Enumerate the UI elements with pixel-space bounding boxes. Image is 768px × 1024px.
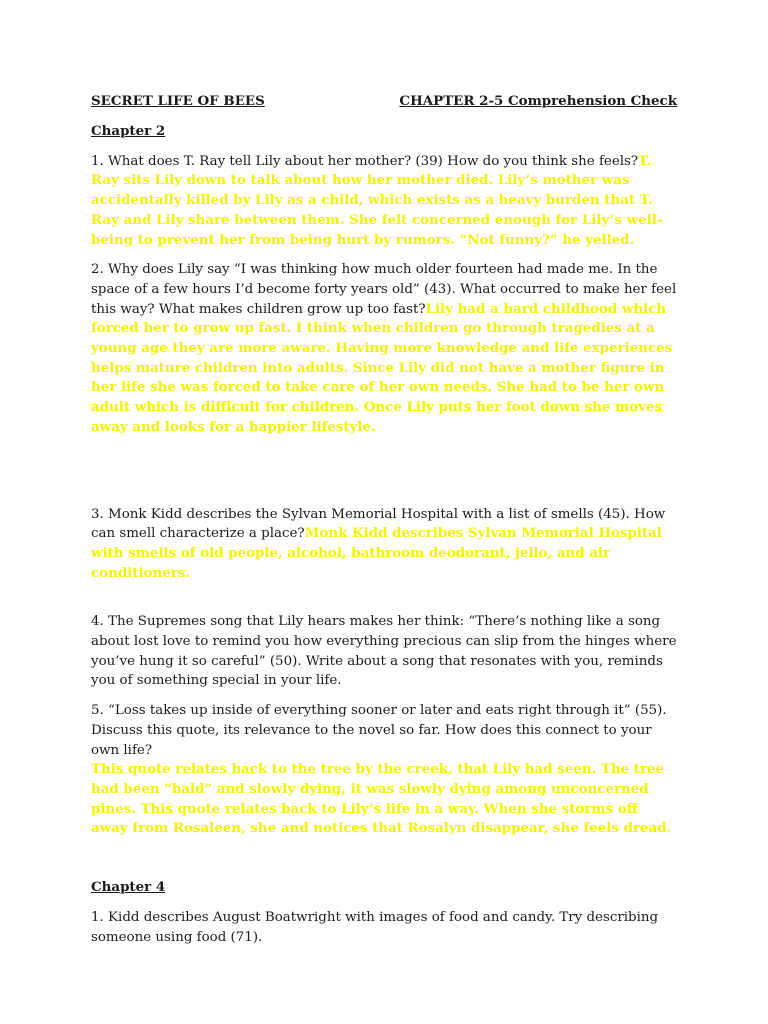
document-page: [91, 92, 677, 947]
question-text: 1. Kidd describes August Boatwright with images of food and candy. Try describing someone using food (71).: [91, 909, 659, 945]
chapter-2-question-4: [91, 612, 677, 691]
question-text: 2. Why does Lily say “I was thinking how much older fourteen had made me. In the space of a few hours I’d become forty years old” (43). What occurred to make her feel this way? What makes children grow up too fast?: [91, 262, 677, 317]
question-text: 3. Monk Kidd describes the Sylvan Memorial Hospital with a list of smells (45). How can smell characterize a place?: [91, 506, 666, 542]
answer-text: This quote relates back to the tree by the creek, that Lily had seen. The tree had been “bald” and slowly dying, it was slowly dying among unconcerned pines. This quote relates back to Lily’s life in a way. When she storms off away from Rosaleen, she and notices that Rosalyn disappear, she feels dread.: [91, 761, 672, 837]
chapter-2-question-2: [91, 260, 677, 437]
chapter-2-heading: Chapter 2: [91, 123, 166, 139]
chapter-4-heading: Chapter 4: [91, 879, 166, 896]
book-title: SECRET LIFE OF BEES: [91, 93, 265, 109]
chapter-4-question-1: [91, 908, 677, 947]
question-text: 4. The Supremes song that Lily hears makes her think: “There’s nothing like a song about lost love to remind you how everything precious can slip from the hinges where you’ve hung it so careful” (50). Write about a song that resonates with you, reminds you of something special in your life.: [91, 614, 677, 689]
chapter-2-question-3: [91, 505, 677, 584]
chapter-2-question-1: [91, 152, 677, 251]
document-header: [91, 92, 677, 114]
answer-text: Lily had a hard childhood which forced her to grow up fast. I think when children go through tragedies at a young age they are more aware. Having more knowledge and life experiences helps mature children into adults. Since Lily did not have a mother figure in her life she was forced to take care of her own needs. She had to be her own adult which is difficult for children. Once Lily puts her foot down she moves away and looks for a happier lifestyle.: [91, 300, 673, 435]
chapter-2-question-5: [91, 701, 677, 839]
question-text: 5. “Loss takes up inside of everything sooner or later and eats right through it” (55). Discuss this quote, its relevance to the novel so far. How does this connect to your own life?: [91, 703, 667, 758]
answer-text: Monk Kidd describes Sylvan Memorial Hospital with smells of old people, alcohol, bathroom deodorant, jello, and air conditioners.: [91, 525, 662, 581]
assignment-title: CHAPTER 2-5 Comprehension Check: [399, 93, 677, 109]
answer-text: T. Ray sits Lily down to talk about how her mother died. Lily’s mother was accidentally killed by Lily as a child, which exists as a heavy burden that T. Ray and Lily share between them. She felt concerned enough for Lily’s well-being to prevent her from being hurt by rumors. “Not funny?” he yelled.: [91, 152, 663, 248]
question-text: 1. What does T. Ray tell Lily about her mother? (39) How do you think she feels?: [91, 153, 639, 169]
